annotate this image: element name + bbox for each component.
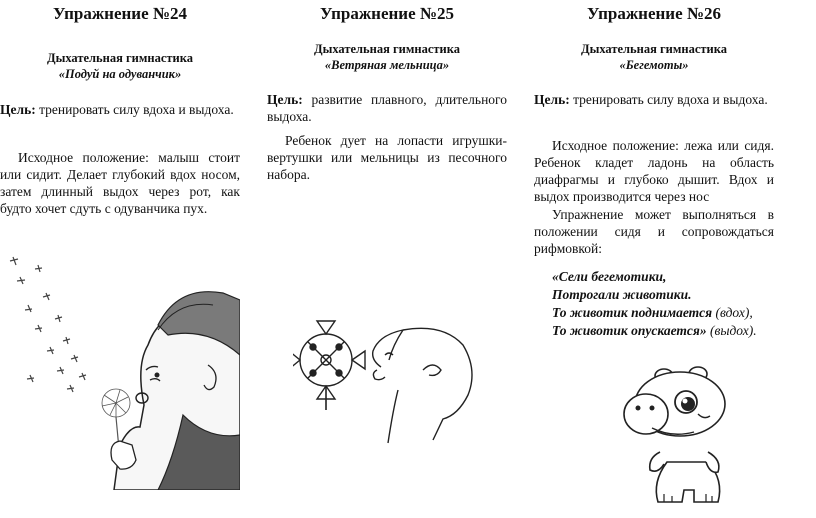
rhyme-line: «Сели бегемотики, [552,269,667,284]
exercise-title: Упражнение №25 [320,4,454,23]
exercise-category: Дыхательная гимнастика [46,51,194,65]
rhyme-line: Потрогали животики. [552,287,692,302]
exercise-description: Исходное положение: малыш стоит или сидит. Делает глубокий вдох носом, затем длинный выдох через рот, как будто хочет сдуть с одуванчика пух. [0,150,240,216]
exercise-goal: Цель: тренировать силу вдоха и выдоха. [0,102,234,117]
exercise-25 [267,0,507,518]
exercise-description-2: Упражнение может выполняться в положении сидя и сопровождаться рифмовкой: [534,207,774,256]
exercise-name: «Подуй на одуванчик» [58,67,182,81]
rhyme-line: То животик опускается» (выдох). [552,323,757,338]
rhyme-line: То животик поднимается (вдох), [552,305,753,320]
exercise-subtitle [534,41,774,73]
exercise-subtitle [0,50,240,82]
hippo-icon [622,362,737,512]
boy-blowing-dandelion-icon [8,255,240,490]
exercise-26 [534,0,774,518]
exercise-category: Дыхательная гимнастика [580,42,728,56]
exercise-goal: Цель: развитие плавного, длительного выдоха. [267,92,507,124]
exercise-title: Упражнение №24 [53,4,187,23]
girl-blowing-pinwheel-icon [293,315,508,445]
exercise-name: «Бегемоты» [619,58,689,72]
rhyme [534,268,774,340]
exercise-description: Исходное положение: лежа или сидя. Ребенок кладет ладонь на область диафрагмы и глубоко дышит. Вдох и выдох производится через нос [534,138,774,204]
exercise-category: Дыхательная гимнастика [313,42,461,56]
exercise-description: Ребенок дует на лопасти игрушки-вертушки или мельницы из песочного набора. [267,133,507,182]
exercise-title: Упражнение №26 [587,4,721,23]
exercise-24 [0,0,240,518]
exercise-subtitle [267,41,507,73]
exercise-goal: Цель: тренировать силу вдоха и выдоха. [534,92,768,107]
exercise-name: «Ветряная мельница» [324,58,450,72]
